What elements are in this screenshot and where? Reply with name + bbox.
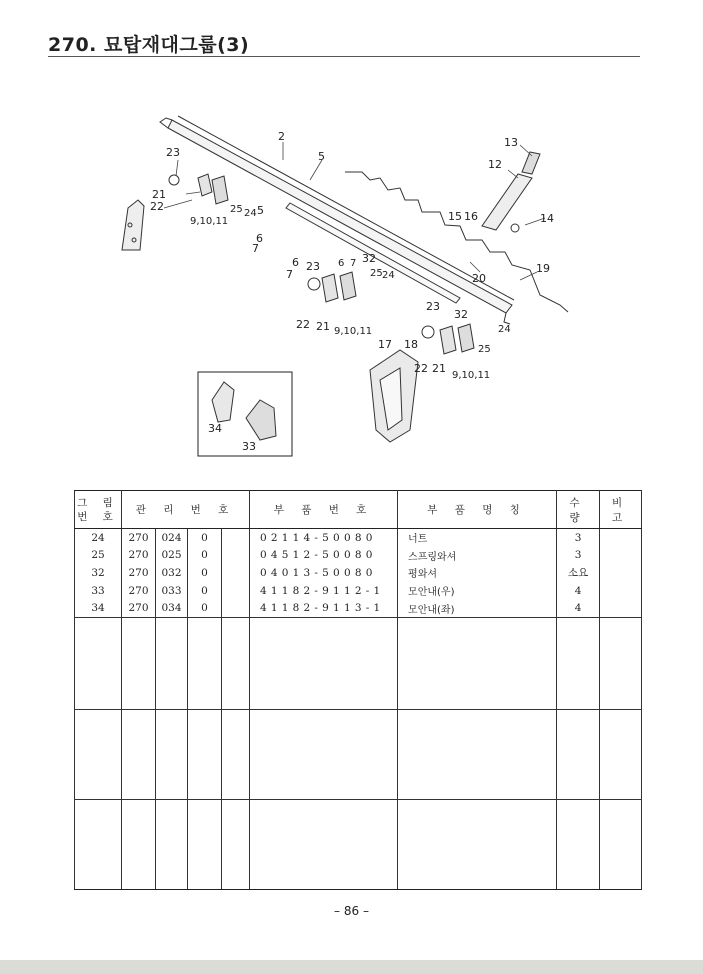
page-title: 270. 묘탑재대그룹(3) <box>48 34 250 56</box>
part-name: 모안내(좌) <box>398 599 557 617</box>
mgmt-rev: 0 <box>188 582 222 600</box>
mgmt-item: 032 <box>156 564 188 582</box>
remark <box>600 582 642 600</box>
table-row <box>75 599 642 617</box>
svg-text:6: 6 <box>292 256 299 269</box>
mgmt-item: 033 <box>156 582 188 600</box>
svg-text:22: 22 <box>296 318 310 331</box>
fig-no: 33 <box>75 582 122 600</box>
svg-text:21: 21 <box>432 362 446 375</box>
svg-text:6: 6 <box>256 232 263 245</box>
mgmt-item: 024 <box>156 529 188 547</box>
svg-text:23: 23 <box>166 146 180 159</box>
header-part-name: 부 품 명 칭 <box>398 491 557 529</box>
hook-bracket-center <box>308 272 356 302</box>
table-header-row <box>75 491 642 529</box>
header-qty: 수 량 <box>557 491 600 529</box>
svg-text:23: 23 <box>306 260 320 273</box>
quantity: 4 <box>557 582 600 600</box>
svg-text:24: 24 <box>244 208 257 219</box>
svg-text:7: 7 <box>350 258 357 269</box>
fig-no: 25 <box>75 547 122 565</box>
svg-text:12: 12 <box>488 158 502 171</box>
quantity: 3 <box>557 529 600 547</box>
svg-text:9,10,11: 9,10,11 <box>334 326 373 337</box>
table-row-empty <box>75 709 642 799</box>
bottom-housing <box>370 350 418 442</box>
fig-no: 32 <box>75 564 122 582</box>
hook-bracket-right <box>422 324 474 354</box>
svg-text:32: 32 <box>454 308 468 321</box>
title-divider <box>48 56 640 57</box>
parts-table <box>74 490 642 890</box>
remark <box>600 529 642 547</box>
svg-text:2: 2 <box>278 130 285 143</box>
part-name: 모안내(우) <box>398 582 557 600</box>
mgmt-rev: 0 <box>188 599 222 617</box>
svg-text:32: 32 <box>362 252 376 265</box>
svg-text:18: 18 <box>404 338 418 351</box>
part-number: 41182-9113-1 <box>250 599 398 617</box>
svg-text:19: 19 <box>536 262 550 275</box>
svg-text:5: 5 <box>257 204 264 217</box>
part-number: 02114-50080 <box>250 529 398 547</box>
svg-text:14: 14 <box>540 212 554 225</box>
svg-text:22: 22 <box>414 362 428 375</box>
svg-text:17: 17 <box>378 338 392 351</box>
svg-text:24: 24 <box>382 270 395 281</box>
mgmt-group: 270 <box>122 564 156 582</box>
svg-text:5: 5 <box>318 150 325 163</box>
header-mgmt-no: 관 리 번 호 <box>122 491 250 529</box>
mgmt-group: 270 <box>122 582 156 600</box>
mgmt-blank <box>222 529 250 547</box>
quantity: 4 <box>557 599 600 617</box>
table-row-empty <box>75 617 642 709</box>
remark <box>600 599 642 617</box>
svg-text:25: 25 <box>478 344 491 355</box>
page-number: – 86 – <box>334 904 369 918</box>
table-row-empty <box>75 799 642 889</box>
part-name: 스프링와셔 <box>398 547 557 565</box>
header-fig-no-line2: 번 호 <box>77 510 119 523</box>
svg-text:6: 6 <box>338 258 345 269</box>
mgmt-group: 270 <box>122 547 156 565</box>
svg-text:9,10,11: 9,10,11 <box>452 370 491 381</box>
mgmt-blank <box>222 547 250 565</box>
exploded-parts-diagram <box>100 100 600 470</box>
mgmt-item: 025 <box>156 547 188 565</box>
svg-text:33: 33 <box>242 440 256 453</box>
svg-text:22: 22 <box>150 200 164 213</box>
svg-text:16: 16 <box>464 210 478 223</box>
mgmt-group: 270 <box>122 529 156 547</box>
svg-text:21: 21 <box>152 188 166 201</box>
mgmt-group: 270 <box>122 599 156 617</box>
header-remarks: 비 고 <box>600 491 642 529</box>
part-name: 평와셔 <box>398 564 557 582</box>
part-number: 41182-9112-1 <box>250 582 398 600</box>
mgmt-blank <box>222 564 250 582</box>
scan-edge <box>0 960 703 974</box>
part-number: 04512-50080 <box>250 547 398 565</box>
mgmt-blank <box>222 582 250 600</box>
table-row <box>75 564 642 582</box>
svg-text:13: 13 <box>504 136 518 149</box>
remark <box>600 547 642 565</box>
table-row <box>75 582 642 600</box>
left-bracket <box>122 200 144 250</box>
header-fig-no-line1: 그 림 <box>77 496 119 509</box>
fig-no: 24 <box>75 529 122 547</box>
hook-bracket-left <box>169 174 228 204</box>
mgmt-rev: 0 <box>188 547 222 565</box>
part-number: 04013-50080 <box>250 564 398 582</box>
svg-text:25: 25 <box>230 204 243 215</box>
svg-text:23: 23 <box>426 300 440 313</box>
quantity: 3 <box>557 547 600 565</box>
svg-text:7: 7 <box>286 268 293 281</box>
fig-no: 34 <box>75 599 122 617</box>
table-row <box>75 547 642 565</box>
quantity: 소요 <box>557 564 600 582</box>
svg-text:24: 24 <box>498 324 511 335</box>
svg-text:7: 7 <box>252 242 259 255</box>
header-part-no: 부 품 번 호 <box>250 491 398 529</box>
svg-text:15: 15 <box>448 210 462 223</box>
mgmt-item: 034 <box>156 599 188 617</box>
remark <box>600 564 642 582</box>
table-row <box>75 529 642 547</box>
mgmt-blank <box>222 599 250 617</box>
mgmt-rev: 0 <box>188 564 222 582</box>
svg-text:9,10,11: 9,10,11 <box>190 216 229 227</box>
mgmt-rev: 0 <box>188 529 222 547</box>
header-fig-no <box>75 491 122 529</box>
svg-text:25: 25 <box>370 268 383 279</box>
svg-text:21: 21 <box>316 320 330 333</box>
svg-text:20: 20 <box>472 272 486 285</box>
svg-text:34: 34 <box>208 422 222 435</box>
part-name: 너트 <box>398 529 557 547</box>
